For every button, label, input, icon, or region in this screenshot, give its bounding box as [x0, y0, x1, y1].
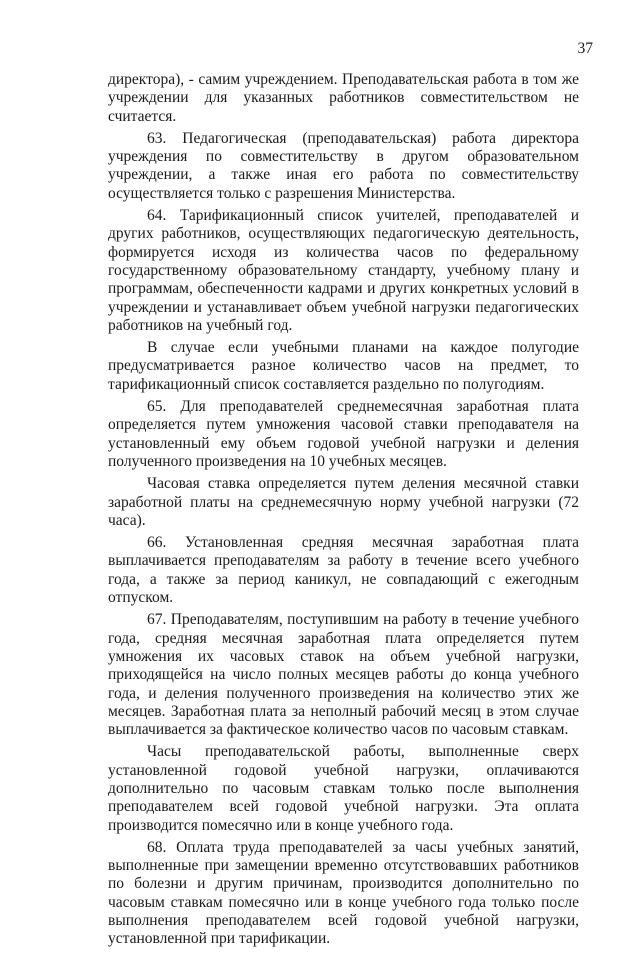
paragraph-68: 68. Оплата труда преподавателей за часы учебных занятий, выполненные при замещении временно отсутствовавших работников по болезни и другим причинам, производится дополнительно по часовым ставкам помесячно или в конце учебного года только после выполнения преподавателем всей годовой учебной нагрузки, установленной при тарификации. — [108, 838, 579, 948]
paragraph-67: 67. Преподавателям, поступившим на работу в течение учебного года, средняя месячная заработная плата определяется путем умножения их часовых ставок на объем учебной нагрузки, приходящейся на число полных месяцев работы до конца учебного года, и деления полученного произведения на количество этих же месяцев. Заработная плата за неполный рабочий месяц в этом случае выплачивается за фактическое количество часов по часовым ставкам. — [108, 611, 579, 739]
paragraph-67-overtime: Часы преподавательской работы, выполненные сверх установленной годовой учебной нагрузки, оплачиваются дополнительно по часовым ставкам только после выполнения преподавателем всей годовой учебной нагрузки. Эта оплата производится помесячно или в конце учебного года. — [108, 743, 579, 834]
paragraph-65-hourly-rate: Часовая ставка определяется путем деления месячной ставки заработной платы на среднемесячную норму учебной нагрузки (72 часа). — [108, 475, 579, 529]
paragraph-64: 64. Тарификационный список учителей, преподавателей и других работников, осуществляющих педагогическую деятельность, формируется исходя из количества часов по федеральному государственному образовательному стандарту, учебному плану и программам, обеспеченности кадрами и других конкретных условий в учреждении и устанавливает объем учебной нагрузки педагогических работников на учебный год. — [108, 207, 579, 334]
paragraph-continuation: директора), - самим учреждением. Преподавательская работа в том же учреждении для указанных работников совместительством не считается. — [108, 71, 579, 125]
paragraph-63: 63. Педагогическая (преподавательская) работа директора учреждения по совместительству в другом образовательном учреждении, а также иная его работа по совместительству осуществляется только с разрешения Министерства. — [108, 129, 579, 202]
document-body — [108, 71, 579, 953]
page-number: 37 — [577, 40, 593, 57]
paragraph-64-semester: В случае если учебными планами на каждое полугодие предусматривается разное количество часов на предмет, то тарификационный список составляется раздельно по полугодиям. — [108, 339, 579, 393]
paragraph-66: 66. Установленная средняя месячная заработная плата выплачивается преподавателям за работу в течение всего учебного года, а также за период каникул, не совпадающий с ежегодным отпуском. — [108, 534, 579, 607]
paragraph-65: 65. Для преподавателей среднемесячная заработная плата определяется путем умножения часовой ставки преподавателя на установленный ему объем годовой учебной нагрузки и деления полученного произведения на 10 учебных месяцев. — [108, 398, 579, 470]
